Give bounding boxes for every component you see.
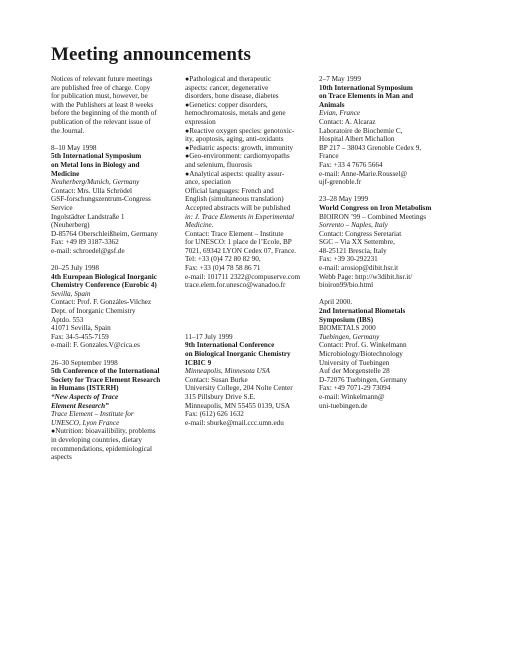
line-text: Hospital Albert Michallon [319,135,395,144]
line-text: Analytical aspects: quality assur- [189,169,285,178]
spacer [185,307,307,316]
text-line [185,393,307,402]
text-line [51,367,173,376]
line-text: Contact: Prof. G. Winkelmann [319,341,407,350]
line-text: disorders, bone disease, diabetes [185,92,279,101]
line-text: uni-tuebingen.de [319,401,368,410]
text-line [51,376,173,385]
text-line [185,118,307,127]
bullet-icon: ● [185,100,190,109]
line-text: France [319,152,339,161]
spacer [185,316,307,325]
text-line [185,247,307,256]
line-text: Fax: +33 (0)4 78 58 86 71 [185,264,261,273]
line-text: Dept. of Inorganic Chemistry [51,307,136,316]
text-line [51,402,173,411]
text-line [51,127,173,136]
text-line [319,359,441,368]
line-text: in: J. Trace Elements in Experimental [185,212,294,221]
line-text: Webb Page: http://w3dibit.hsr.it/ [319,272,413,281]
bullet-icon: ● [185,75,190,83]
text-line [51,445,173,454]
line-text: Fax: +49 89 3187-3362 [51,238,119,247]
line-text: ujf-grenoble.fr [319,178,362,187]
line-text: Evian, France [319,109,361,118]
line-text: with the Publishers at least 8 weeks [51,100,154,109]
spacer [185,290,307,299]
line-text: (Neuherberg) [51,221,90,230]
line-text: 5th Conference of the International [51,367,160,376]
text-line [185,384,307,393]
text-line [185,84,307,93]
text-line [185,273,307,282]
text-line [319,333,441,342]
text-line [51,316,173,325]
line-text: Aptdo. 553 [51,315,84,324]
bullet-line [185,75,307,84]
text-line [319,161,441,170]
line-text: expression [185,117,216,126]
text-line [51,298,173,307]
text-line [319,118,441,127]
text-line [185,204,307,213]
line-text: ICBIC 9 [185,358,212,367]
line-text: Chemistry Conference (Eurobic 4) [51,281,157,290]
line-text: for publication must, however, be [51,92,148,101]
line-text: 8–10 May 1998 [51,143,97,152]
text-line [185,255,307,264]
text-line [319,324,441,333]
text-line [319,84,441,93]
text-line [51,84,173,93]
line-text: Sevilla, Spain [51,289,91,298]
line-text: BIOMETALS 2000 [319,324,376,333]
line-text: Ingolstädter Landstraße 1 [51,212,125,221]
line-text: Trace Element – Institute for [51,410,134,419]
text-line [51,359,173,368]
line-text: D-72076 Tuebingen, Germany [319,375,408,384]
line-text: on Biological Inorganic Chemistry [185,350,291,358]
line-text: e-mail: F. Gonzales.V@cica.es [51,341,140,350]
text-line [185,410,307,419]
line-text: Contact: Prof. F. Gonzáles-Vilchez [51,298,152,307]
text-line [319,135,441,144]
text-line [319,316,441,325]
line-text: 41071 Sevilla, Spain [51,324,111,333]
line-text: on Trace Elements in Man and [319,92,414,101]
text-line [51,152,173,161]
bullet-icon: ● [185,152,190,161]
text-line [185,376,307,385]
text-line [319,402,441,411]
line-text: Medicine. [185,221,214,230]
text-line [185,178,307,187]
text-line [185,161,307,170]
line-text: Auf der Morgenstelle 28 [319,367,390,376]
line-text: e-mail: Winkelmann@ [319,392,385,401]
spacer [319,187,441,196]
page-title: Meeting announcements [51,44,252,65]
spacer [319,290,441,299]
line-text: e-mail: sburke@mail.ccc.umn.edu [185,418,284,427]
bullet-icon: ● [185,126,190,135]
text-line [185,230,307,239]
line-text: GSF-forschungszentrum-Congress [51,195,151,204]
line-text: Tuebingen, Germany [319,332,380,341]
text-line [185,221,307,230]
line-text: Microbiology/Biotechnology [319,350,403,358]
line-text: Contact: Mrs. Ulla Schrödel [51,186,133,195]
line-text: e-mail: Anne-Marie.Roussel@ [319,169,408,178]
line-text: BIOIRON ’99 – Combined Meetings [319,212,427,221]
text-line [185,419,307,428]
text-line [51,178,173,187]
spacer [185,324,307,333]
line-text: Neuherberg/Munich, Germany [51,178,140,187]
bullet-line [185,152,307,161]
text-line [51,324,173,333]
text-line [319,273,441,282]
line-text: Official languages: French and [185,186,274,195]
line-text: recommendations, epidemiological [51,444,152,453]
text-line [319,307,441,316]
text-line [51,75,173,84]
line-text: trace.elem.for.unesco@wanadoo.fr [185,281,286,290]
text-line [319,144,441,153]
text-line [51,393,173,402]
line-text: Contact: Congress Seretariat [319,229,402,238]
line-text: Animals [319,100,345,109]
line-text: Contact: Susan Burke [185,375,248,384]
line-text: 20–25 July 1998 [51,264,99,273]
text-line [185,333,307,342]
line-text: 4th European Biological Inorganic [51,272,157,281]
text-line [185,238,307,247]
line-text: aspects: cancer, degenerative [185,83,269,92]
spacer [185,298,307,307]
line-text: Reactive oxygen species: genotoxic- [189,126,295,135]
text-line [319,238,441,247]
line-text: ance, speciation [185,178,231,187]
line-text: Medicine [51,169,80,178]
line-text: the Journal. [51,126,85,135]
line-text: for UNESCO: 1 place de l’Ecole, BP [185,238,292,247]
text-line [51,144,173,153]
line-text: Symposium (IBS) [319,315,374,324]
text-line [319,298,441,307]
line-text: Fax: +39 30-292231 [319,255,378,264]
text-line [51,273,173,282]
announcement-column-2 [185,75,307,427]
text-line [51,161,173,170]
text-line [319,367,441,376]
line-text: 26–30 September 1998 [51,358,118,367]
line-text: Notices of relevant future meetings [51,75,153,83]
text-line [319,204,441,213]
text-line [319,213,441,222]
text-line [51,118,173,127]
text-line [319,230,441,239]
spacer [51,350,173,359]
text-line [319,75,441,84]
line-text: University College, 204 Nolte Center [185,384,293,393]
line-text: Service [51,203,73,212]
text-line [185,350,307,359]
text-line [319,281,441,290]
text-line [185,135,307,144]
line-text: Fax: +33 4 7676 5664 [319,160,383,169]
text-line [51,204,173,213]
line-text: in developing countries, dietary [51,435,143,444]
line-text: English (simultaneous translation) [185,195,284,204]
text-line [51,195,173,204]
text-line [319,109,441,118]
line-text: Sorrento – Naples, Italy [319,221,388,230]
text-line [185,92,307,101]
text-line [51,221,173,230]
announcement-column-3 [319,75,441,410]
text-line [51,419,173,428]
line-text: 5th International Symposium [51,152,142,161]
text-line [51,410,173,419]
line-text: Society for Trace Element Research [51,375,161,384]
line-text: hemochromatosis, metals and gene [185,109,286,118]
bullet-line [185,101,307,110]
text-line [319,101,441,110]
text-line [319,350,441,359]
text-line [185,213,307,222]
line-text: D-85764 Oberschleißheim, Germany [51,229,158,238]
line-text: are published free of charge. Copy [51,83,151,92]
line-text: Geo-environment: cardiomyopaths [189,152,290,161]
text-line [51,333,173,342]
line-text: in Humans (ISTERH) [51,384,119,393]
line-text: 11–17 July 1999 [185,332,233,341]
text-line [51,187,173,196]
line-text: aspects [51,453,72,462]
line-text: Contact: Trace Element – Institute [185,229,284,238]
text-line [51,281,173,290]
line-text: 2nd International Biometals [319,307,406,316]
text-line [51,264,173,273]
line-text: Pathological and therapeutic [189,75,272,83]
text-line [185,195,307,204]
line-text: 10th International Symposium [319,83,413,92]
line-text: 2–7 May 1999 [319,75,361,83]
text-line [51,92,173,101]
line-text: SGC – Via XX Settembre, [319,238,395,247]
line-text: UNESCO, Lyon France [51,418,120,427]
bullet-icon: ● [51,427,56,436]
text-line [319,152,441,161]
line-text: Genetics: copper disorders, [189,100,268,109]
text-line [51,436,173,445]
text-line [319,170,441,179]
text-line [319,255,441,264]
text-line [51,341,173,350]
line-text: World Congress on Iron Metabolism [319,203,432,212]
line-text: before the beginning of the month of [51,109,157,118]
bullet-line [185,144,307,153]
line-text: bioiron99/bio.html [319,281,374,290]
line-text: 48-25121 Brescia, Italy [319,246,387,255]
line-text: Nutrition: bioavailibility, problems [55,427,156,436]
text-line [51,247,173,256]
bullet-icon: ● [185,143,190,152]
bullet-line [185,127,307,136]
line-text: Tel: +33 (0)4 72 80 82 90, [185,255,261,264]
announcement-column-1 [51,75,173,462]
line-text: Minneapolis, MN 55455 0139, USA [185,401,291,410]
text-line [185,109,307,118]
spacer [51,255,173,264]
line-text: Contact: A. Alcaraz [319,117,376,126]
text-line [51,307,173,316]
text-line [319,127,441,136]
line-text: 7021, 69342 LYON Cedex 07, France. [185,246,297,255]
line-text: BP 217 – 38043 Grenoble Cedex 9, [319,143,422,152]
text-line [185,264,307,273]
text-line [51,101,173,110]
line-text: University of Tuebingen [319,358,390,367]
line-text: “New Aspects of Trace [51,392,119,401]
line-text: e-mail: 101711 2322@compuserve.com [185,272,301,281]
text-line [319,376,441,385]
line-text: Element Research” [51,401,109,410]
text-line [185,367,307,376]
text-line [51,384,173,393]
text-line [319,247,441,256]
line-text: Pediatric aspects: growth, immunity [189,143,294,152]
bullet-line [51,427,173,436]
text-line [319,195,441,204]
line-text: 315 Pillsbury Drive S.E. [185,392,256,401]
line-text: Laboratoire de Biochemie C, [319,126,403,135]
line-text: April 2000. [319,298,353,307]
text-line [51,238,173,247]
line-text: e-mail: arosiop@dibit.hsr.it [319,264,399,273]
text-line [185,359,307,368]
text-line [51,109,173,118]
line-text: e-mail: schroedel@gsf.de [51,246,125,255]
text-line [319,92,441,101]
text-line [185,402,307,411]
text-line [185,341,307,350]
text-line [51,170,173,179]
text-line [319,341,441,350]
line-text: 9th International Conference [185,341,275,350]
text-line [319,221,441,230]
text-line [319,264,441,273]
line-text: Accepted abstracts will be published [185,203,291,212]
bullet-icon: ● [185,169,190,178]
text-line [185,187,307,196]
line-text: publication of the relevant issue of [51,117,151,126]
line-text: Minneapolis, Minnesota USA [185,367,270,376]
text-line [319,178,441,187]
line-text: Fax: (612) 626 1632 [185,410,244,419]
text-line [51,453,173,462]
line-text: Fax: +49 7071-29 73094 [319,384,391,393]
line-text: and selenium, fluorosis [185,160,252,169]
spacer [51,135,173,144]
text-line [185,281,307,290]
line-text: Fax: 34-5-455-7159 [51,332,109,341]
text-line [319,393,441,402]
text-line [51,290,173,299]
bullet-line [185,170,307,179]
text-line [51,213,173,222]
text-line [319,384,441,393]
line-text: ity, apoptosis, aging, anti-oxidants [185,135,284,144]
text-line [51,230,173,239]
line-text: on Metal Ions in Biology and [51,160,140,169]
line-text: 23–28 May 1999 [319,195,369,204]
